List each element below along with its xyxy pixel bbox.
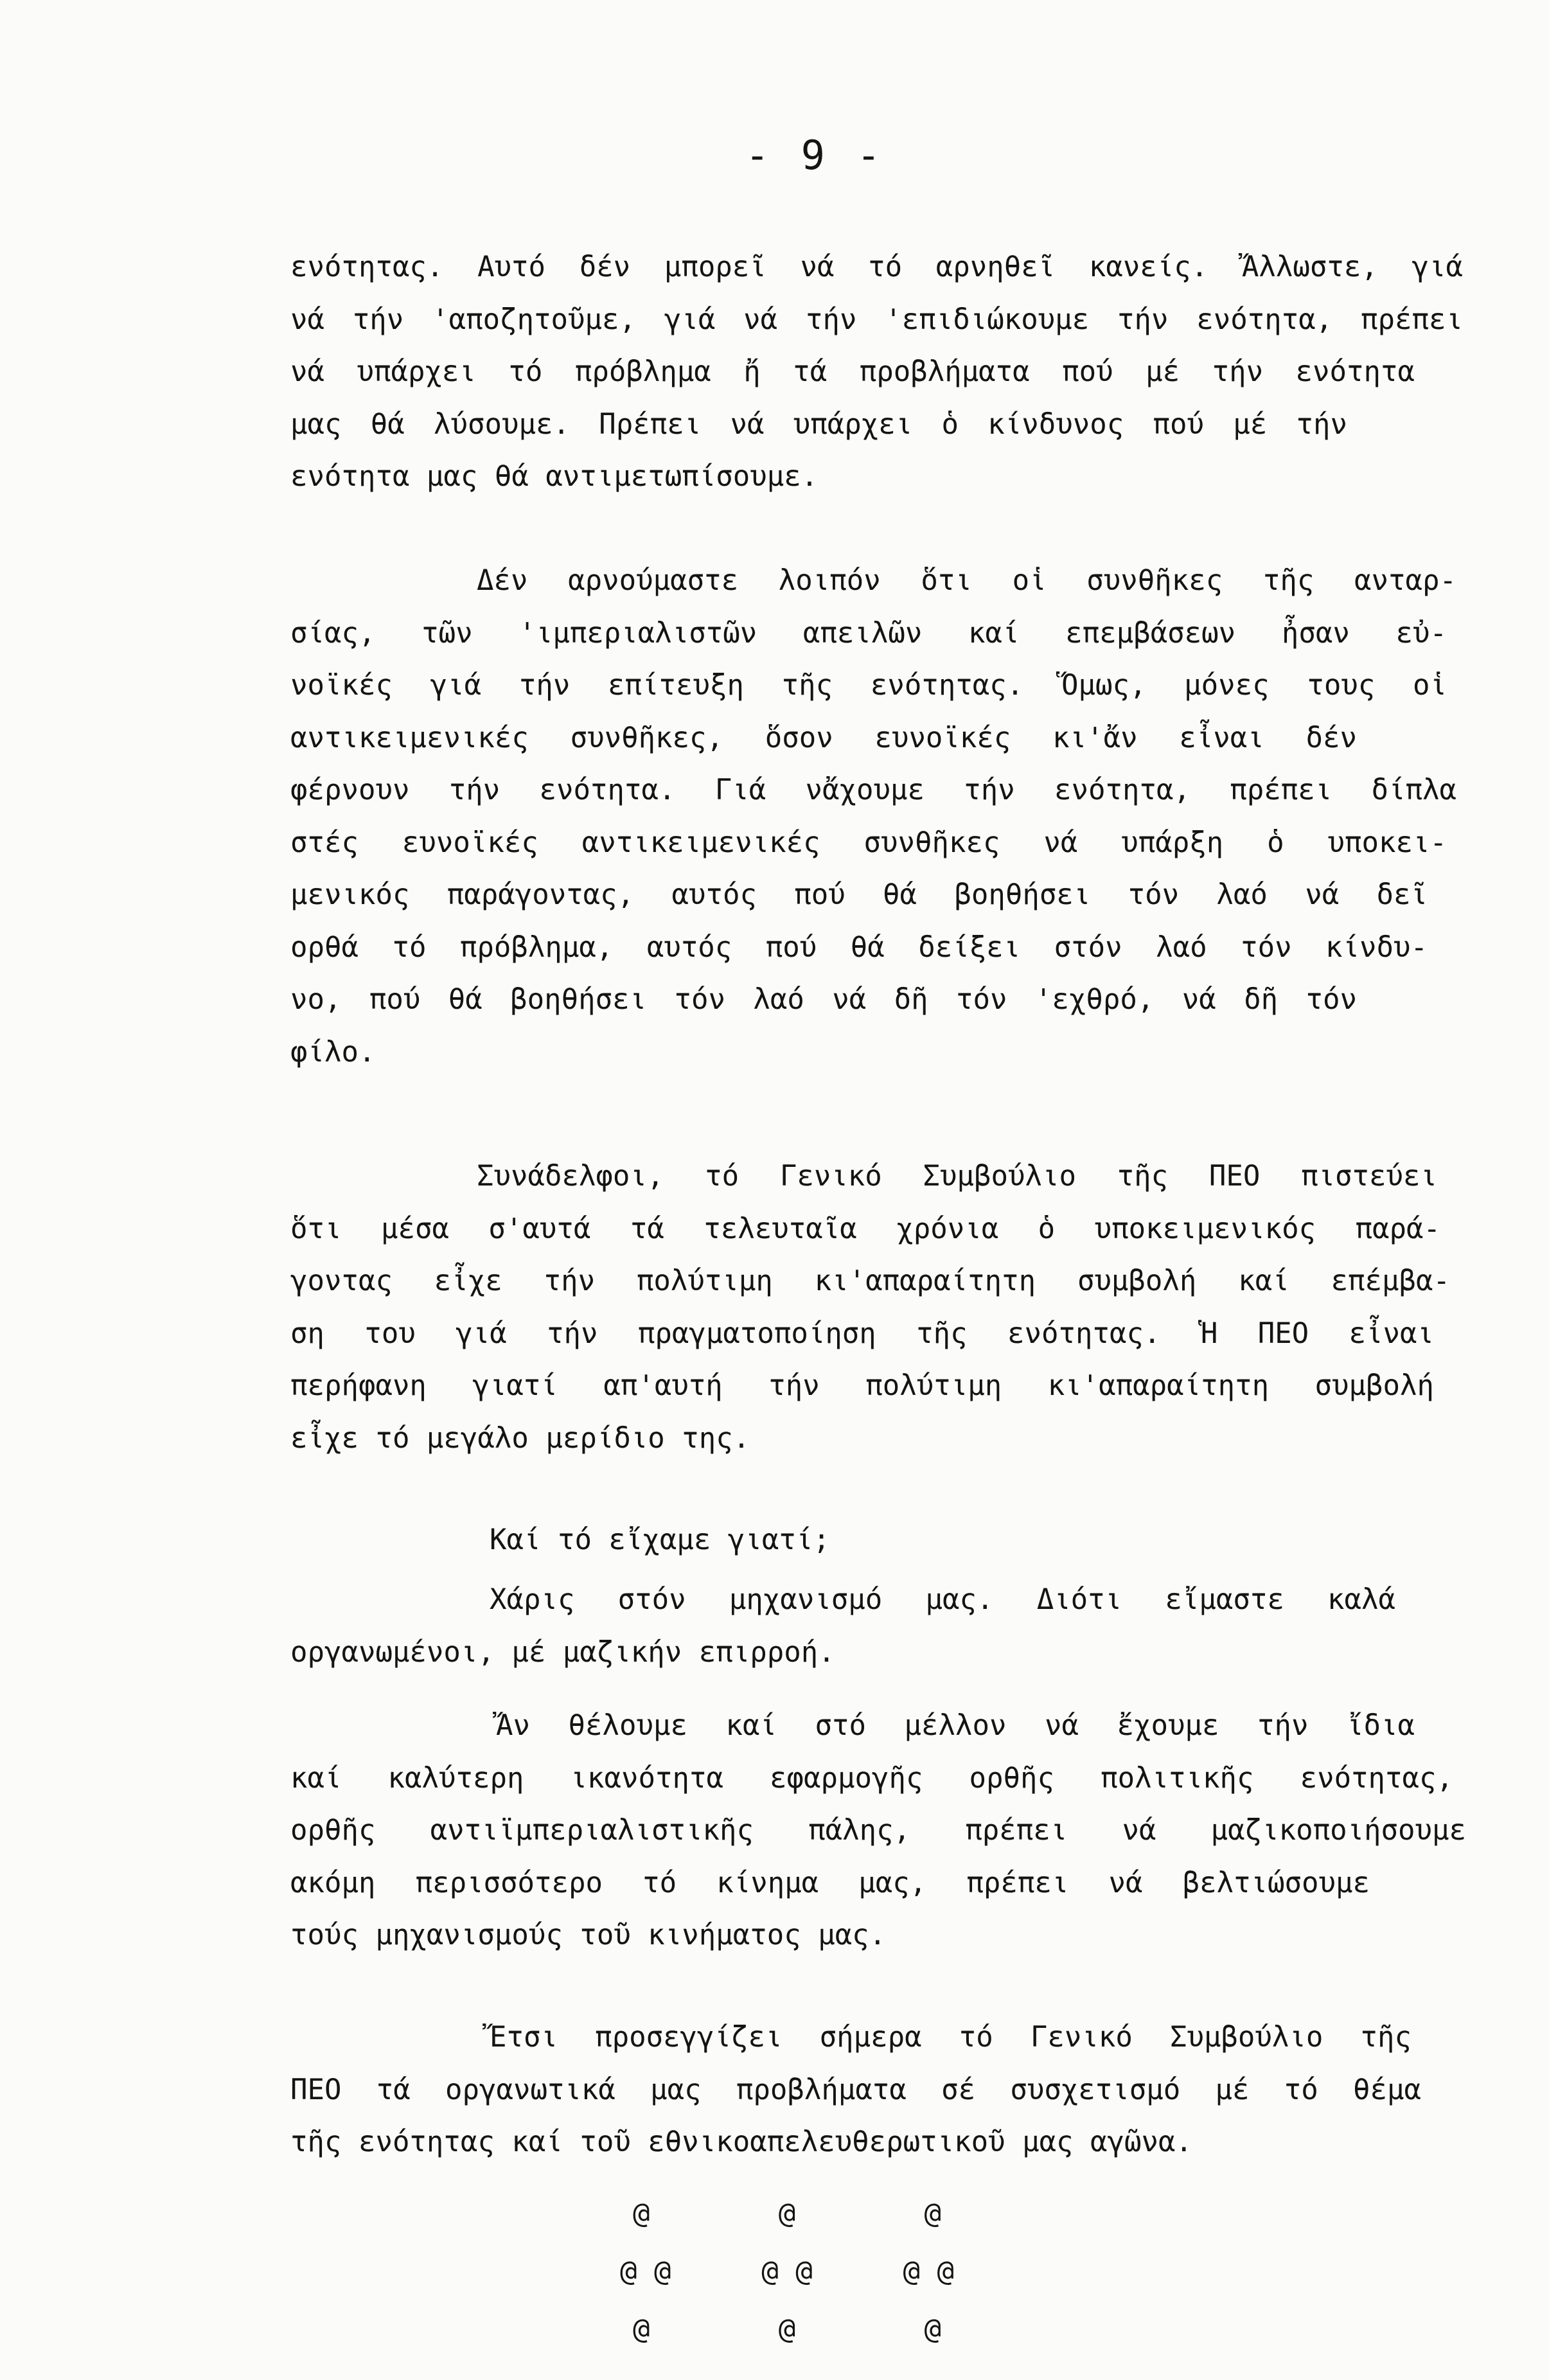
text-line: μας θά λύσουμε. Πρέπει νά υπάρχει ὁ κίνδυνος πού μέ τήν	[290, 407, 1347, 441]
text-line: ενότητας. Αυτό δέν μπορεῖ νά τό αρνηθεῖ κανείς. Ἄλλωστε, γιά	[290, 251, 1463, 283]
at-sign-ornament: @ @	[761, 2255, 813, 2287]
at-sign-ornament: @ @	[903, 2255, 954, 2287]
at-sign-ornament: @ @	[620, 2255, 671, 2287]
text-line: Χάρις στόν μηχανισμό μας. Διότι εἴμαστε καλά	[490, 1583, 1395, 1616]
text-line: ορθά τό πρόβλημα, αυτός πού θά δείξει στόν λαό τόν κίνδυ-	[290, 930, 1428, 964]
text-line: νά τήν 'αποζητοῦμε, γιά νά τήν 'επιδιώκουμε τήν ενότητα, πρέπει	[290, 303, 1463, 336]
text-line: μενικός παράγοντας, αυτός πού θά βοηθήσει τόν λαό νά δεῖ	[290, 878, 1428, 911]
text-line: ΠΕΟ τά οργανωτικά μας προβλήματα σέ συσχετισμό μέ τό θέμα	[290, 2073, 1421, 2106]
text-line: ση του γιά τήν πραγματοποίηση τῆς ενότητας. Ἡ ΠΕΟ εἶναι	[290, 1317, 1434, 1350]
paragraph-3	[290, 1150, 1450, 1464]
text-line: γοντας εἶχε τήν πολύτιμη κι'απαραίτητη συμβολή καί επέμβα-	[290, 1265, 1450, 1297]
text-line: αντικειμενικές συνθῆκες, ὅσον ευνοϊκές κι'ἄν εἶναι δέν	[290, 721, 1357, 754]
text-line: νά υπάρχει τό πρόβλημα ἤ τά προβλήματα πού μέ τήν ενότητα	[290, 355, 1415, 388]
paragraph-7	[290, 2011, 1447, 2169]
at-sign-ornament: @	[633, 2313, 650, 2345]
at-sign-ornament: @	[778, 2197, 796, 2230]
text-line: στές ευνοϊκές αντικειμενικές συνθῆκες νά υπάρξη ὁ υποκει-	[290, 826, 1447, 859]
text-line: ακόμη περισσότερο τό κίνημα μας, πρέπει νά βελτιώσουμε	[290, 1866, 1370, 1899]
page-number: - 9 -	[745, 132, 885, 179]
text-line: Ἔτσι προσεγγίζει σήμερα τό Γενικό Συμβούλιο τῆς	[490, 2021, 1412, 2054]
text-line: οργανωμένοι, μέ μαζικήν επιρροή.	[290, 1635, 835, 1669]
ornament-row	[633, 2300, 941, 2358]
text-line: ορθῆς αντιϊμπεριαλιστικῆς πάλης, πρέπει νά μαζικοποιήσουμε	[290, 1814, 1466, 1847]
text-line: νο, πού θά βοηθήσει τόν λαό νά δῆ τόν 'εχθρό, νά δῆ τόν	[290, 983, 1357, 1016]
text-line: εἶχε τό μεγάλο μερίδιο της.	[290, 1421, 750, 1455]
paragraph-6	[290, 1700, 1466, 1962]
text-line: Ἄν θέλουμε καί στό μέλλον νά ἔχουμε τήν ἴδια	[496, 1709, 1415, 1742]
paragraph-4	[290, 1514, 1447, 1567]
text-line: Καί τό εἴχαμε γιατί;	[490, 1523, 830, 1556]
text-line: περήφανη γιατί απ'αυτή τήν πολύτιμη κι'απαραίτητη συμβολή	[290, 1369, 1434, 1402]
text-line: ὅτι μέσα σ'αυτά τά τελευταῖα χρόνια ὁ υποκειμενικός παρά-	[290, 1212, 1440, 1245]
text-line: σίας, τῶν 'ιμπεριαλιστῶν απειλῶν καί επεμβάσεων ἦσαν εὐ-	[290, 616, 1447, 650]
text-line: νοϊκές γιά τήν επίτευξη τῆς ενότητας. Ὅμως, μόνες τους οἱ	[290, 669, 1447, 702]
at-sign-ornament: @	[633, 2197, 650, 2230]
text-line: τούς μηχανισμούς τοῦ κινήματος μας.	[290, 1919, 887, 1951]
text-line: Δέν αρνούμαστε λοιπόν ὅτι οἱ συνθῆκες τῆς ανταρ-	[477, 564, 1456, 597]
ornament-row	[633, 2185, 941, 2242]
text-line: καί καλύτερη ικανότητα εφαρμογῆς ορθῆς πολιτικῆς ενότητας,	[290, 1761, 1453, 1795]
at-sign-ornament: @	[924, 2313, 941, 2345]
text-line: φέρνουν τήν ενότητα. Γιά νἄχουμε τήν ενότητα, πρέπει δίπλα	[290, 774, 1456, 806]
ornament-row	[620, 2242, 954, 2300]
text-line: φίλο.	[290, 1035, 376, 1069]
at-sign-ornament: @	[924, 2197, 941, 2230]
at-sign-ornament: @	[778, 2313, 796, 2345]
text-line: τῆς ενότητας καί τοῦ εθνικοαπελευθερωτικοῦ μας αγῶνα.	[290, 2126, 1192, 2158]
text-line: ενότητα μας θά αντιμετωπίσουμε.	[290, 460, 819, 493]
ornament-separator	[620, 2185, 954, 2358]
paragraph-2	[290, 555, 1456, 1078]
paragraph-5	[290, 1574, 1447, 1678]
text-line: Συνάδελφοι, τό Γενικό Συμβούλιο τῆς ΠΕΟ πιστεύει	[477, 1160, 1437, 1193]
paragraph-1	[290, 241, 1463, 503]
